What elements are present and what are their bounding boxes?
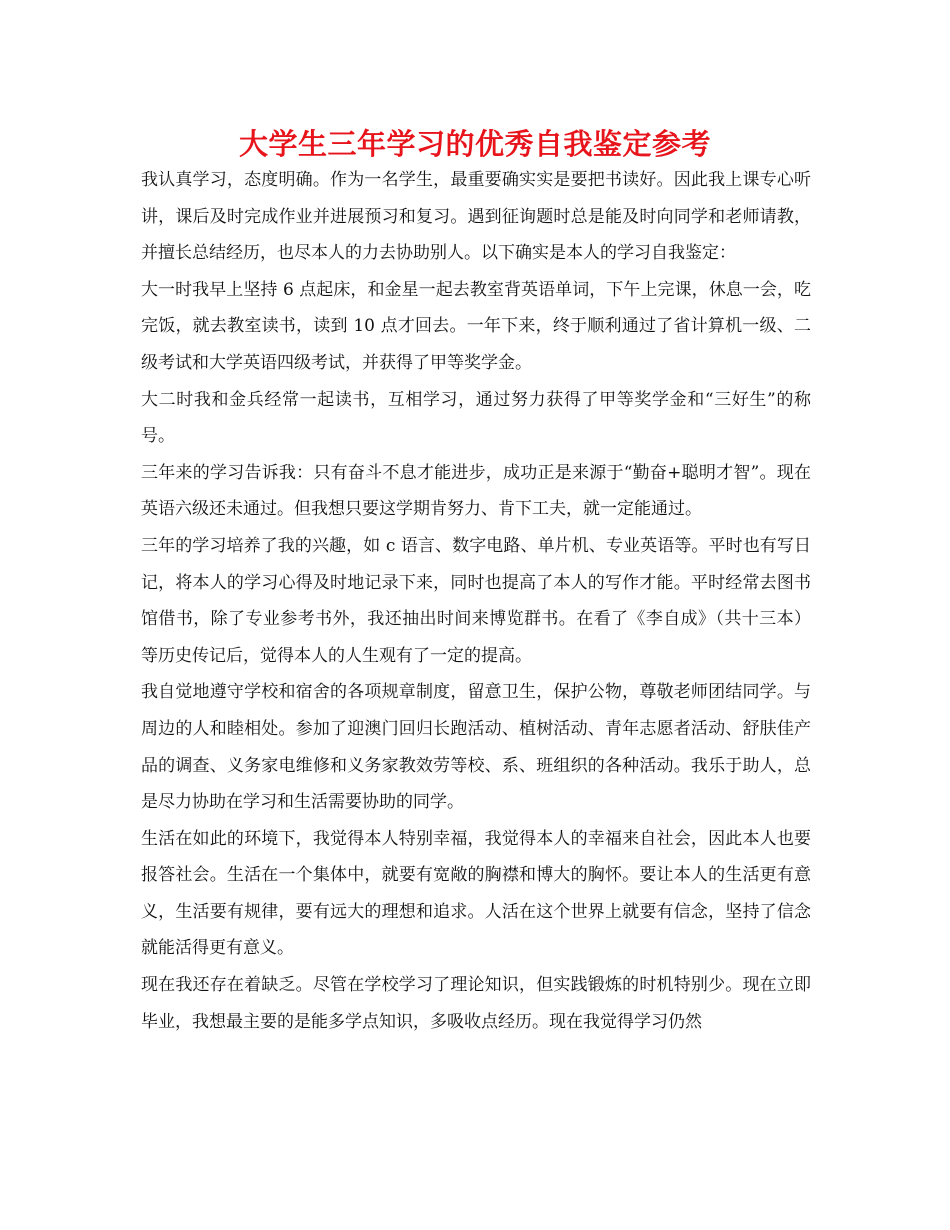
paragraph-sophomore-year: 大二时我和金兵经常一起读书，互相学习，通过努力获得了甲等奖学金和“三好生”的称号。 bbox=[141, 389, 811, 447]
paragraph-conduct: 我自觉地遵守学校和宿舍的各项规章制度，留意卫生，保护公物，尊敬老师团结同学。与周边的人和睦相处。参加了迎澳门回归长跑活动、植树活动、青年志愿者活动、舒肤佳产品的调查、义务家电维修和义务家教效劳等校、系、班组织的各种活动。我乐于助人，总是尽力协助在学习和生活需要协助的同学。 bbox=[141, 682, 811, 813]
document-title: 大学生三年学习的优秀自我鉴定参考 bbox=[238, 127, 711, 161]
paragraph-shortcomings: 现在我还存在着缺乏。尽管在学校学习了理论知识，但实践锻炼的时机特别少。现在立即毕业，我想最主要的是能多学点知识，多吸收点经历。现在我觉得学习仍然 bbox=[141, 975, 811, 1032]
document-body bbox=[141, 162, 811, 1040]
paragraph-three-years-lesson: 三年来的学习告诉我：只有奋斗不息才能进步，成功正是来源于“勤奋+聪明才智”。现在英语六级还未通过。但我想只要这学期肯努力、肯下工夫，就一定能通过。 bbox=[141, 462, 811, 520]
paragraph-freshman-year: 大一时我早上坚持 6 点起床，和金星一起去教室背英语单词，下午上完课，休息一会，吃完饭，就去教室读书，读到 10 点才回去。一年下来，终于顺利通过了省计算机一级、二级考试和大学英语四级考试，并获得了甲等奖学金。 bbox=[141, 279, 811, 373]
paragraph-intro: 我认真学习，态度明确。作为一名学生，最重要确实实是要把书读好。因此我上课专心听讲，课后及时完成作业并进展预习和复习。遇到征询题时总是能及时向同学和老师请教，并擅长总结经历，也尽本人的力去协助别人。以下确实是本人的学习自我鉴定： bbox=[141, 170, 811, 264]
paragraph-interests: 三年的学习培养了我的兴趣，如 c 语言、数字电路、单片机、专业英语等。平时也有写日记，将本人的学习心得及时地记录下来，同时也提高了本人的写作才能。平时经常去图书馆借书，除了专业参考书外，我还抽出时间来博览群书。在看了《李自成》（共十三本）等历史传记后，觉得本人的人生观有了一定的提高。 bbox=[141, 535, 811, 666]
paragraph-life: 生活在如此的环境下，我觉得本人特别幸福，我觉得本人的幸福来自社会，因此本人也要报答社会。生活在一个集体中，就要有宽敞的胸襟和博大的胸怀。要让本人的生活更有意义，生活要有规律，要有远大的理想和追求。人活在这个世界上就要有信念，坚持了信念就能活得更有意义。 bbox=[141, 828, 811, 959]
